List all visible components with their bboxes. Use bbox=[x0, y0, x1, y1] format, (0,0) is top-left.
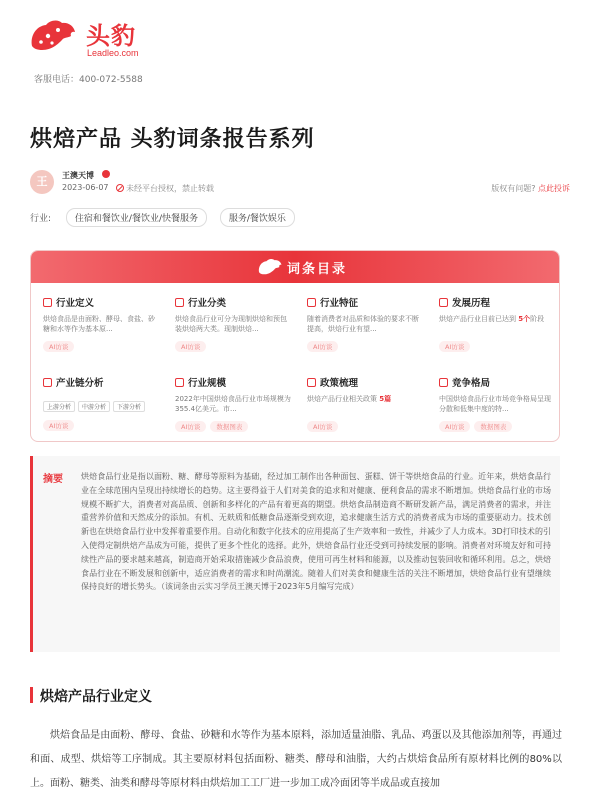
publish-date: 2023-06-07 bbox=[62, 183, 109, 192]
page-title: 烘焙产品 头豹词条报告系列 bbox=[30, 127, 315, 152]
toc-title: 词条目录 bbox=[287, 262, 348, 277]
no-entry-icon bbox=[116, 184, 124, 192]
industry-tag[interactable]: 服务/餐饮娱乐 bbox=[220, 208, 295, 227]
hierarchy-icon bbox=[175, 298, 184, 307]
author-badge-icon bbox=[102, 170, 110, 178]
toc-item-scale[interactable] bbox=[175, 375, 293, 437]
site-header bbox=[28, 14, 228, 84]
toc-item-title: 竞争格局 bbox=[452, 378, 491, 389]
toc-item-desc: 中国烘焙食品行业市场竞争格局呈现分散和低集中度的特... bbox=[439, 395, 551, 413]
industry-tag[interactable]: 住宿和餐饮业/餐饮业/快餐服务 bbox=[66, 208, 207, 227]
toc-item-competition[interactable] bbox=[439, 375, 557, 437]
leopard-logo-icon[interactable] bbox=[28, 16, 78, 56]
ai-interview-pill[interactable]: AI访谈 bbox=[175, 421, 206, 432]
pie-chart-icon bbox=[439, 378, 448, 387]
grid-icon bbox=[307, 298, 316, 307]
chain-chip[interactable]: 下游分析 bbox=[113, 401, 145, 412]
ai-interview-pill[interactable]: AI访谈 bbox=[307, 421, 338, 432]
toc-item-title: 行业定义 bbox=[56, 298, 95, 309]
brand-domain[interactable]: Leadleo.com bbox=[87, 48, 139, 58]
toc-item-classification[interactable] bbox=[175, 295, 293, 357]
ai-interview-pill[interactable]: AI访谈 bbox=[439, 421, 470, 432]
toc-item-desc: 2022年中国烘焙食品行业市场规模为355.4亿美元。市... bbox=[175, 395, 291, 413]
toc-item-title: 行业规模 bbox=[188, 378, 227, 389]
data-chart-pill[interactable]: 数据图表 bbox=[474, 421, 512, 432]
abstract-text: 烘焙食品行业是指以面粉、糖、酵母等原料为基础，经过加工制作出各种面包、蛋糕、饼干等烘焙食品的行业。近年来，烘焙食品行业在全球范围内呈现出持续增长的趋势。这主要得益于人们对美食的追求和对健康、便利食品的需求不断增加。烘焙食品行业的市场规模不断扩大，消费者对高品质、创新和多样化的产品有着更高的期望。烘焙食品制造商不断研发新产品，满足消费者的需求，并注重营养价值和天然成分的添加。有机、无麸质和低糖食品逐渐受到欢迎，追求健康生活方式的消费者成为市场的重要驱动力。技术创新也在烘焙食品行业中发挥着重要作用。自动化和数字化技术的应用提高了生产效率和一致性，并减少了人力成本。3D打印技术的引入使得定制烘焙产品成为可能，提供了更多个性化的选择。此外，烘焙食品行业还受到可持续发展的影响。消费者对环境友好和可持续性产品的要求越来越高，制造商开始采取措施减少食品浪费，使用可再生材料和能源，以及推动包装回收和循环利用。总之，烘焙食品行业在不断发展和创新中，适应消费者的需求和时尚潮流。随着人们对美食和健康生活的关注不断增加，烘焙食品行业有望继续保持良好的增长势头。（该词条由云实习学员王澳天博于2023年5月编写完成） bbox=[81, 472, 551, 592]
rights-notice bbox=[491, 183, 570, 194]
toc-item-desc: 烘焙产品行业目前已达到 5个阶段 bbox=[439, 315, 545, 323]
chain-chip[interactable]: 中游分析 bbox=[78, 401, 110, 412]
toc-item-desc: 随着消费者对品质和体验的要求不断提高，烘焙行业有望... bbox=[307, 315, 419, 333]
industry-label: 行业: bbox=[30, 214, 52, 224]
toc-header bbox=[31, 251, 559, 283]
section-body: 烘焙食品是由面粉、酵母、食盐、砂糖和水等作为基本原料，添加适量油脂、乳品、鸡蛋以及其他添加剂等，再通过和面、成型、烘焙等工序制成。其主要原材料包括面粉、糖类、酵母和油脂，大约占烘焙食品所有原材料比例的80%以上。面粉、糖类、油类和酵母等原材料由烘焙加工工厂进一步加工成冷面团等半成品或直接加 bbox=[30, 730, 562, 789]
hotline: 客服电话：400-072-5588 bbox=[34, 75, 143, 85]
toc-item-title: 政策梳理 bbox=[320, 378, 359, 389]
rights-prefix: 版权有问题? bbox=[491, 184, 536, 193]
toc-item-title: 行业分类 bbox=[188, 298, 227, 309]
author-row bbox=[30, 170, 570, 194]
abstract-label: 摘要 bbox=[43, 474, 63, 485]
ai-interview-pill[interactable]: AI访谈 bbox=[307, 341, 338, 352]
ai-interview-pill[interactable]: AI访谈 bbox=[175, 341, 206, 352]
toc-item-features[interactable] bbox=[307, 295, 425, 357]
policy-icon bbox=[307, 378, 316, 387]
bar-chart-icon bbox=[175, 378, 184, 387]
data-chart-pill[interactable]: 数据图表 bbox=[210, 421, 248, 432]
toc-item-history[interactable] bbox=[439, 295, 557, 357]
toc-item-desc: 烘焙食品是由面粉、酵母、食盐、砂糖和水等作为基本原... bbox=[43, 315, 155, 333]
copyright-warning bbox=[116, 183, 214, 194]
abstract-box bbox=[30, 456, 560, 652]
ai-interview-pill[interactable]: AI访谈 bbox=[439, 341, 470, 352]
leopard-logo-icon bbox=[257, 256, 283, 278]
toc-item-policy[interactable] bbox=[307, 375, 425, 437]
toc-card bbox=[30, 250, 560, 442]
chain-chip[interactable]: 上游分析 bbox=[43, 401, 75, 412]
author-name[interactable]: 王澳天博 bbox=[62, 171, 94, 180]
report-link[interactable]: 点此投诉 bbox=[538, 184, 570, 193]
chain-icon bbox=[43, 378, 52, 387]
industry-tags bbox=[30, 208, 305, 224]
ai-interview-pill[interactable]: AI访谈 bbox=[43, 420, 74, 431]
toc-item-desc: 烘焙产品行业相关政策 5篇 bbox=[307, 395, 392, 403]
toc-item-definition[interactable] bbox=[43, 295, 161, 357]
brand-name[interactable]: 头豹 bbox=[86, 22, 136, 50]
ai-interview-pill[interactable]: AI访谈 bbox=[43, 341, 74, 352]
section-bar bbox=[30, 687, 33, 703]
search-doc-icon bbox=[43, 298, 52, 307]
toc-item-desc: 烘焙食品行业可分为现制烘焙和预包装烘焙两大类。现制烘焙... bbox=[175, 315, 287, 333]
toc-item-title: 发展历程 bbox=[452, 298, 491, 309]
section-title: 烘焙产品行业定义 bbox=[40, 689, 152, 705]
toc-item-title: 产业链分析 bbox=[56, 378, 104, 389]
toc-item-title: 行业特征 bbox=[320, 298, 359, 309]
avatar[interactable]: 王 bbox=[30, 170, 54, 194]
toc-item-chain[interactable] bbox=[43, 375, 161, 437]
copyright-warning-text: 未经平台授权，禁止转载 bbox=[126, 184, 214, 193]
timeline-icon bbox=[439, 298, 448, 307]
